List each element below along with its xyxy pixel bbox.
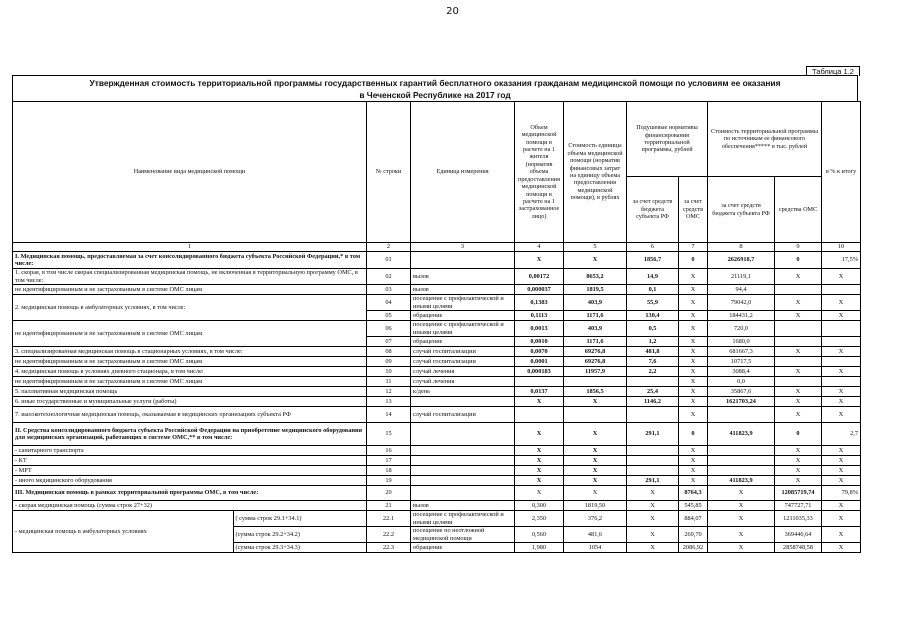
row-name: 3. специализированная медицинская помощь в стационарных условиях, в том числе: xyxy=(13,347,367,357)
row-pct xyxy=(822,357,861,367)
row-pct: 79,8% xyxy=(822,486,861,501)
row-cost: 1856,5 xyxy=(564,387,627,397)
row-no: 11 xyxy=(367,377,411,387)
col-num: 10 xyxy=(822,243,861,252)
table-row xyxy=(13,269,861,285)
table-row xyxy=(13,387,861,397)
row-volume: 0,000037 xyxy=(515,285,564,295)
col-num: 6 xyxy=(627,243,679,252)
row-volume: X xyxy=(515,446,564,456)
row-oms-total: 12085719,74 xyxy=(775,486,822,501)
row-unit xyxy=(411,423,515,446)
row-pct: X xyxy=(822,387,861,397)
row-oms-total: X xyxy=(775,407,822,423)
row-budget-total: X xyxy=(708,543,775,553)
row-pct: X xyxy=(822,501,861,511)
row-unit xyxy=(411,456,515,466)
row-no: 20 xyxy=(367,486,411,501)
row-oms-pc: X xyxy=(679,357,708,367)
col-num: 3 xyxy=(411,243,515,252)
row-cost: X xyxy=(564,397,627,407)
row-oms-pc: 269,70 xyxy=(679,527,708,543)
row-unit: вызов xyxy=(411,285,515,295)
table-row xyxy=(13,423,861,446)
row-oms-total: X xyxy=(775,456,822,466)
cost-table xyxy=(12,101,861,553)
row-unit xyxy=(411,466,515,476)
col-num: 4 xyxy=(515,243,564,252)
table-row xyxy=(13,357,861,367)
row-no: 13 xyxy=(367,397,411,407)
row-budget-pc: 291,1 xyxy=(627,423,679,446)
row-budget-total: X xyxy=(708,486,775,501)
row-name: - КТ xyxy=(13,456,367,466)
row-oms-total: 2858748,58 xyxy=(775,543,822,553)
row-volume: 0,0070 xyxy=(515,347,564,357)
row-oms-pc: 8764,3 xyxy=(679,486,708,501)
table-row xyxy=(13,511,861,527)
row-oms-pc: 2086,92 xyxy=(679,543,708,553)
row-no: 17 xyxy=(367,456,411,466)
row-pct: X xyxy=(822,295,861,311)
row-oms-total: 747727,71 xyxy=(775,501,822,511)
row-oms-pc: 545,85 xyxy=(679,501,708,511)
row-budget-total: 411823,9 xyxy=(708,423,775,446)
row-unit: к/день xyxy=(411,387,515,397)
row-budget-total: 411823,9 xyxy=(708,476,775,486)
header-pct: в % к итогу xyxy=(822,102,861,243)
row-oms-total: X xyxy=(775,367,822,377)
row-oms-pc: X xyxy=(679,321,708,337)
row-oms-total xyxy=(775,285,822,295)
row-volume: X xyxy=(515,456,564,466)
row-name: II. Средства консолидированного бюджета субъекта Российской Федерации на приобретение медицинского оборудования для медицинских организаций, работающих в системе ОМС,** в том числе: xyxy=(13,423,367,446)
row-budget-pc: 1,2 xyxy=(627,337,679,347)
row-pct: X xyxy=(822,367,861,377)
row-cost: 1054 xyxy=(564,543,627,553)
row-pct: X xyxy=(822,511,861,527)
row-pct xyxy=(822,377,861,387)
row-volume: 0,0010 xyxy=(515,337,564,347)
row-budget-total: 3088,4 xyxy=(708,367,775,377)
row-oms-total: X xyxy=(775,476,822,486)
row-pct: X xyxy=(822,446,861,456)
row-budget-pc: 25,4 xyxy=(627,387,679,397)
row-cost: X xyxy=(564,456,627,466)
row-volume: X xyxy=(515,397,564,407)
row-oms-total xyxy=(775,337,822,347)
row-oms-pc: X xyxy=(679,466,708,476)
row-unit: посещение по неотложной медицинской помощи xyxy=(411,527,515,543)
row-budget-pc xyxy=(627,466,679,476)
row-no: 19 xyxy=(367,476,411,486)
row-cost: 69276,8 xyxy=(564,357,627,367)
row-volume: 1,980 xyxy=(515,543,564,553)
sum-subtable xyxy=(13,511,366,552)
row-volume xyxy=(515,407,564,423)
row-budget-pc xyxy=(627,407,679,423)
row-budget-pc: 14,9 xyxy=(627,269,679,285)
row-name-cell xyxy=(13,511,367,553)
row-volume: 0,000183 xyxy=(515,367,564,377)
row-name: не идентифицированным и не застрахованным в системе ОМС лицам xyxy=(13,285,367,295)
table-row xyxy=(13,501,861,511)
row-name: - медицинская помощь в амбулаторных условиях xyxy=(13,511,233,552)
row-budget-total xyxy=(708,456,775,466)
table-row xyxy=(13,456,861,466)
row-oms-pc: X xyxy=(679,285,708,295)
row-cost: 69276,8 xyxy=(564,347,627,357)
table-row xyxy=(13,476,861,486)
row-budget-pc xyxy=(627,456,679,466)
col-num: 9 xyxy=(775,243,822,252)
row-name: не идентифицированным и не застрахованным в системе ОМС лицам xyxy=(13,377,367,387)
row-budget-pc: 7,6 xyxy=(627,357,679,367)
row-unit xyxy=(411,476,515,486)
table-row xyxy=(13,377,861,387)
page-number: 20 xyxy=(446,6,459,17)
row-cost: X xyxy=(564,476,627,486)
row-pct: X xyxy=(822,466,861,476)
row-cost xyxy=(564,377,627,387)
row-budget-total: 94,4 xyxy=(708,285,775,295)
column-numbers-row xyxy=(13,243,861,252)
header-per-capita: Подушевые нормативы финансирования территориальной программы, рублей xyxy=(627,102,708,177)
row-unit: случай госпитализации xyxy=(411,347,515,357)
col-num: 2 xyxy=(367,243,411,252)
row-name: 7. высокотехнологичная медицинская помощь, оказываемая в медицинских организациях субъекта РФ xyxy=(13,407,367,423)
row-pct: 2,7 xyxy=(822,423,861,446)
row-no: 03 xyxy=(367,285,411,295)
row-oms-total: X xyxy=(775,446,822,456)
row-oms-total: X xyxy=(775,311,822,321)
row-budget-pc: 1856,7 xyxy=(627,252,679,269)
row-budget-total: 681667,3 xyxy=(708,347,775,357)
row-budget-pc: 291,1 xyxy=(627,476,679,486)
row-cost: X xyxy=(564,446,627,456)
row-cost: 403,9 xyxy=(564,295,627,311)
row-unit xyxy=(411,252,515,269)
row-cost: X xyxy=(564,486,627,501)
row-budget-total: 21119,1 xyxy=(708,269,775,285)
table-title xyxy=(12,75,858,101)
row-unit: случай лечения xyxy=(411,367,515,377)
col-num: 7 xyxy=(679,243,708,252)
table-row xyxy=(13,285,861,295)
header-name: Наименование вида медицинской помощи xyxy=(13,102,367,243)
row-volume: X xyxy=(515,252,564,269)
row-budget-total: X xyxy=(708,511,775,527)
row-unit: посещение с профилактической и иными целями xyxy=(411,295,515,311)
table-row xyxy=(13,446,861,456)
row-volume: 0,0013 xyxy=(515,321,564,337)
row-budget-pc: 55,9 xyxy=(627,295,679,311)
row-cost: 403,9 xyxy=(564,321,627,337)
row-volume: 0,560 xyxy=(515,527,564,543)
row-cost: 11957,9 xyxy=(564,367,627,377)
row-name: III. Медицинская помощь в рамках территориальной программы ОМС, в том числе: xyxy=(13,486,367,501)
row-budget-pc: X xyxy=(627,527,679,543)
row-no: 01 xyxy=(367,252,411,269)
row-oms-pc: 0 xyxy=(679,423,708,446)
row-cost: 8653,2 xyxy=(564,269,627,285)
row-volume: 0,1383 xyxy=(515,295,564,311)
row-unit: обращение xyxy=(411,337,515,347)
row-budget-total: 1680,0 xyxy=(708,337,775,347)
header-oms-total: средства ОМС xyxy=(775,177,822,243)
row-oms-total: 369440,64 xyxy=(775,527,822,543)
row-no: 22.1 xyxy=(367,511,411,527)
row-cost: X xyxy=(564,252,627,269)
row-pct: X xyxy=(822,397,861,407)
row-budget-total: 184431,2 xyxy=(708,311,775,321)
row-pct: X xyxy=(822,527,861,543)
row-pct: X xyxy=(822,269,861,285)
row-volume: 0,0001 xyxy=(515,357,564,367)
row-name: - санитарного транспорта xyxy=(13,446,367,456)
row-unit xyxy=(411,486,515,501)
row-sum-formula: (сумма строк 29.3+34.3) xyxy=(235,543,300,551)
row-oms-pc: X xyxy=(679,387,708,397)
table-row xyxy=(13,252,861,269)
row-sum-formula: (сумма строк 29.2+34.2) xyxy=(233,527,366,543)
table-row xyxy=(13,466,861,476)
row-budget-total xyxy=(708,466,775,476)
row-oms-pc: X xyxy=(679,446,708,456)
row-no: 16 xyxy=(367,446,411,456)
row-volume: X xyxy=(515,423,564,446)
col-num: 1 xyxy=(13,243,367,252)
row-name: 6. иные государственные и муниципальные услуги (работы) xyxy=(13,397,367,407)
row-oms-pc: X xyxy=(679,476,708,486)
row-oms-total: X xyxy=(775,269,822,285)
row-pct: X xyxy=(822,311,861,321)
row-name: не идентифицированным и не застрахованным в системе ОМС лицам xyxy=(13,321,367,347)
row-budget-pc: 2,2 xyxy=(627,367,679,377)
col-num: 8 xyxy=(708,243,775,252)
row-budget-total: X xyxy=(708,501,775,511)
header-oms-per-capita: за счет средств ОМС xyxy=(679,177,708,243)
header-budget-per-capita: за счет средств бюджета субъекта РФ xyxy=(627,177,679,243)
row-budget-total: 0,0 xyxy=(708,377,775,387)
row-name: - МРТ xyxy=(13,466,367,476)
row-cost: X xyxy=(564,466,627,476)
row-no: 02 xyxy=(367,269,411,285)
row-no: 21 xyxy=(367,501,411,511)
row-budget-pc: X xyxy=(627,486,679,501)
row-budget-pc: X xyxy=(627,511,679,527)
row-name: I. Медицинская помощь, предоставляемая за счет консолидированного бюджета субъекта Российской Федерации,* в том числе: xyxy=(13,252,367,269)
row-cost: 1819,50 xyxy=(564,501,627,511)
table-title-line2: в Чеченской Республике на 2017 год xyxy=(359,90,511,100)
row-name: - иного медицинского оборудования xyxy=(13,476,367,486)
row-no: 18 xyxy=(367,466,411,476)
row-oms-pc: X xyxy=(679,347,708,357)
row-budget-pc: 0,1 xyxy=(627,285,679,295)
row-pct xyxy=(822,337,861,347)
row-pct xyxy=(822,321,861,337)
row-unit: обращение xyxy=(411,543,515,553)
row-name: 2. медицинская помощь в амбулаторных условиях, в том числе: xyxy=(13,295,367,321)
row-oms-pc: X xyxy=(679,456,708,466)
row-budget-pc xyxy=(627,446,679,456)
row-budget-total xyxy=(708,407,775,423)
row-volume: 2,350 xyxy=(515,511,564,527)
row-unit xyxy=(411,446,515,456)
row-pct: X xyxy=(822,543,861,553)
row-unit: вызов xyxy=(411,501,515,511)
table-row xyxy=(13,486,861,501)
row-budget-total: 1621703,24 xyxy=(708,397,775,407)
row-budget-pc: X xyxy=(627,501,679,511)
row-oms-pc: X xyxy=(679,377,708,387)
table-row xyxy=(13,397,861,407)
row-unit: посещение с профилактической и иными целями xyxy=(411,511,515,527)
row-name: 1. скорая, в том числе скорая специализированная медицинская помощь, не включенная в территориальную программу ОМС, в том числе: xyxy=(13,269,367,285)
row-oms-total: X xyxy=(775,397,822,407)
row-oms-total: 1211035,33 xyxy=(775,511,822,527)
row-unit: случай лечения xyxy=(411,377,515,387)
row-no: 06 xyxy=(367,321,411,337)
header-volume: Объем медицинской помощи в расчете на 1 жителя (норматив объема предоставления медицинской помощи в расчете на 1 застрахованное лицо) xyxy=(515,102,564,243)
table-title-line1: Утвержденная стоимость территориальной программы государственных гарантий бесплатного оказания гражданам медицинской помощи по условиям ее оказания xyxy=(89,78,781,88)
row-budget-pc: X xyxy=(627,543,679,553)
row-budget-total: 35867,6 xyxy=(708,387,775,397)
table-row xyxy=(13,321,861,337)
row-volume: 0,1113 xyxy=(515,311,564,321)
row-oms-pc: X xyxy=(679,337,708,347)
row-budget-total: X xyxy=(708,527,775,543)
row-unit: обращение xyxy=(411,311,515,321)
row-name: - скорая медицинская помощь (сумма строк 27+32) xyxy=(13,501,367,511)
row-unit: случай госпитализации xyxy=(411,357,515,367)
row-budget-pc xyxy=(627,377,679,387)
row-sum-formula: ( сумма строк 29.1+34.1) xyxy=(233,511,366,527)
row-budget-pc: 1146,2 xyxy=(627,397,679,407)
header-sources: Стоимость территориальной программы по источникам ее финансового обеспечения***** в тыс. рублей xyxy=(708,102,822,177)
row-oms-total: X xyxy=(775,295,822,311)
header-budget-total: за счет средств бюджета субъекта РФ xyxy=(708,177,775,243)
row-oms-total: X xyxy=(775,466,822,476)
row-name: 5. паллиативная медицинская помощь xyxy=(13,387,367,397)
row-volume: X xyxy=(515,486,564,501)
row-no: 22.3 xyxy=(367,543,411,553)
row-oms-total: X xyxy=(775,387,822,397)
header-row-no: № строки xyxy=(367,102,411,243)
row-volume: X xyxy=(515,476,564,486)
row-no: 14 xyxy=(367,407,411,423)
row-cost: 1171,6 xyxy=(564,337,627,347)
row-cost: 1171,6 xyxy=(564,311,627,321)
row-budget-total xyxy=(708,446,775,456)
row-no: 12 xyxy=(367,387,411,397)
table-row xyxy=(13,295,861,311)
row-volume: 0,0137 xyxy=(515,387,564,397)
row-oms-total xyxy=(775,357,822,367)
row-oms-pc: X xyxy=(679,295,708,311)
row-oms-pc: X xyxy=(679,269,708,285)
row-cost xyxy=(564,407,627,423)
row-oms-pc: X xyxy=(679,311,708,321)
row-unit: случай госпитализации xyxy=(411,407,515,423)
table-row xyxy=(13,367,861,377)
header-cost: Стоимость единицы объема медицинской помощи (норматив финансовых затрат на единицу объема предоставления медицинской помощи), в рублях xyxy=(564,102,627,243)
row-budget-total: 2626918,7 xyxy=(708,252,775,269)
row-pct: X xyxy=(822,407,861,423)
row-pct: 17,5% xyxy=(822,252,861,269)
table-row xyxy=(13,407,861,423)
row-no: 15 xyxy=(367,423,411,446)
row-volume xyxy=(515,377,564,387)
row-cost: 481,6 xyxy=(564,527,627,543)
row-oms-pc: 884,07 xyxy=(679,511,708,527)
row-no: 10 xyxy=(367,367,411,377)
row-no: 05 xyxy=(367,311,411,321)
row-pct: X xyxy=(822,456,861,466)
row-oms-total: 0 xyxy=(775,252,822,269)
row-pct: X xyxy=(822,476,861,486)
row-oms-pc: X xyxy=(679,407,708,423)
row-cost: X xyxy=(564,423,627,446)
row-oms-total xyxy=(775,321,822,337)
row-oms-pc: 0 xyxy=(679,252,708,269)
row-no: 22.2 xyxy=(367,527,411,543)
row-unit: вызов xyxy=(411,269,515,285)
row-oms-total xyxy=(775,377,822,387)
header-unit: Единица измерения xyxy=(411,102,515,243)
row-volume: X xyxy=(515,466,564,476)
row-cost: 376,2 xyxy=(564,511,627,527)
row-budget-total: 720,0 xyxy=(708,321,775,337)
col-num: 5 xyxy=(564,243,627,252)
row-budget-total: 79042,0 xyxy=(708,295,775,311)
row-name: 4. медицинская помощь в условиях дневного стационара, в том числе: xyxy=(13,367,367,377)
row-cost: 1819,5 xyxy=(564,285,627,295)
row-oms-total: 0 xyxy=(775,423,822,446)
row-budget-pc: 0,5 xyxy=(627,321,679,337)
row-unit xyxy=(411,397,515,407)
table-label: Таблица 1.2 xyxy=(806,66,860,76)
row-name: не идентифицированным и не застрахованным в системе ОМС лицам xyxy=(13,357,367,367)
row-unit: посещение с профилактической и иными целями xyxy=(411,321,515,337)
row-oms-pc: X xyxy=(679,367,708,377)
row-volume: 0,00172 xyxy=(515,269,564,285)
row-no: 08 xyxy=(367,347,411,357)
row-no: 09 xyxy=(367,357,411,367)
row-pct: X xyxy=(822,347,861,357)
row-no: 07 xyxy=(367,337,411,347)
table-row xyxy=(13,347,861,357)
row-budget-pc: 481,8 xyxy=(627,347,679,357)
row-oms-pc: X xyxy=(679,397,708,407)
row-budget-pc: 130,4 xyxy=(627,311,679,321)
row-volume: 0,300 xyxy=(515,501,564,511)
row-no: 04 xyxy=(367,295,411,311)
row-budget-total: 10717,5 xyxy=(708,357,775,367)
row-pct xyxy=(822,285,861,295)
row-oms-total: X xyxy=(775,347,822,357)
